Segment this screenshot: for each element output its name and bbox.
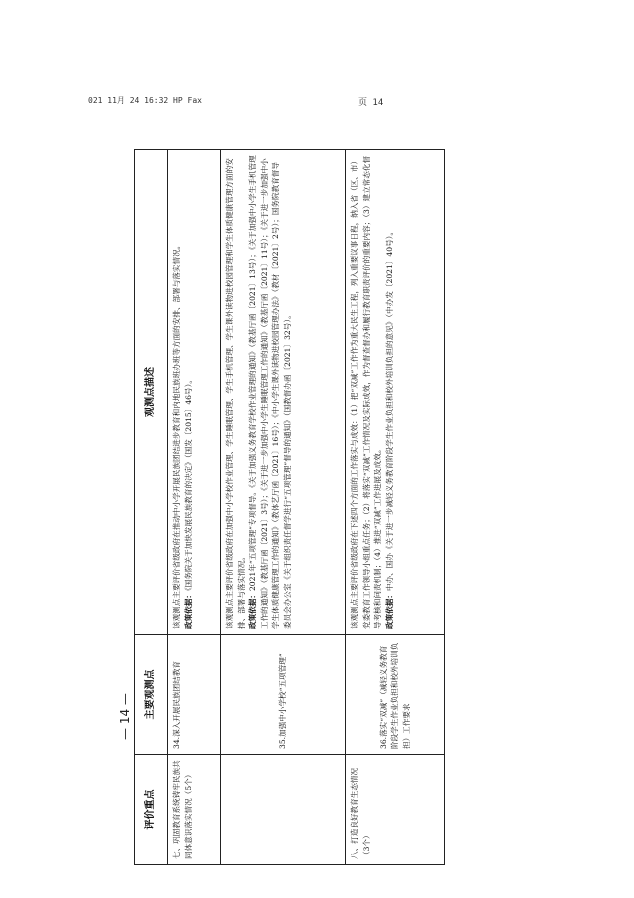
basis-label: 政策依据： [183,591,193,629]
point-cell: 34.深入开展民族团结教育 [168,635,221,755]
desc-text: 该观测点主要评价省级政府在推动中小学开展民族团结进步教育和内地民族班办班等方面的安排、部署与落实情况。 [172,241,181,629]
focus-cell: 七、巩固教育系统铸牢民族共同体意识落实情况（5个） [168,755,221,865]
fax-header [88,95,558,109]
point-cell: 36.落实“双减”（减轻义务教育阶段学生作业负担和校外培训负担）工作要求 [346,635,445,755]
evaluation-table [134,149,445,865]
page-number: — 14 — [118,693,132,740]
header-point: 主要观测点 [135,635,168,755]
table-row [346,150,445,865]
table-header-row [135,150,168,865]
header-desc: 观测点描述 [135,150,168,635]
desc-cell [346,150,445,635]
desc-text: 该观测点主要评价省级政府在加强中小学校作业管理、学生睡眠管理、学生手机管理、学生课外读物进校园管理和学生体质健康管理方面的安排、部署与落实情况。 [225,158,246,629]
focus-cell [221,755,346,865]
rotated-document [134,150,634,898]
desc-text: 该观测点主要评价省级政府在下述四个方面的工作落实与成效：（1）把“双减”工作作为重大民生工程，列入重要议事日程，纳入省（区、市）党委教育工作领导小组重点任务；（2）将落实“双减”工作情况及实际成效，作为督查督办和履行教育职责评价的重要内容；（3）建立常态化督导考核和问责机制；（4）推进“双减”工作进展及成效。 [350,155,382,629]
fax-page-label: 页 14 [358,98,384,108]
rotated-page [134,150,496,865]
basis-label: 政策依据： [384,591,394,629]
table-row [168,150,221,865]
fax-header-left: 021 11月 24 16:32 HP Fax [88,96,202,105]
basis-label: 政策依据： [248,591,257,629]
header-focus: 评价重点 [135,755,168,865]
basis-text: 中办、国办《关于进一步减轻义务教育阶段学生作业负担和校外培训负担的意见》（中办发〔2021〕40号）。 [384,227,394,592]
basis-text: 2021年“五项管理”专项督导。《关于加强义务教育学校作业管理的通知》（教基厅函〔2021〕13号）；《关于加强中小学生手机管理工作的通知》（教基厅函〔2021〕3号）；《关于进一步加强中小学生睡眠管理工作的通知》（教基厅函〔2021〕11号）；《关于进一步加强中小学生体质健康管理工作的通知》（教体艺厅函〔2021〕16号）；《中小学生课外读物进校园管理办法》（教材〔2021〕2号）；国务院教育督导委员会办公室《关于组织责任督学进行“五项管理”督导的通知》（国教督办函〔2021〕32号）。 [248,155,292,629]
table-row [221,150,346,865]
basis-text: 《国务院关于加快发展民族教育的决定》（国发〔2015〕46号）。 [183,376,193,592]
focus-cell: 八、打造良好教育生态情况（3个） [346,755,445,865]
point-cell: 35.加强中小学校“五项管理” [221,635,346,755]
desc-cell [168,150,221,635]
desc-cell [221,150,346,635]
